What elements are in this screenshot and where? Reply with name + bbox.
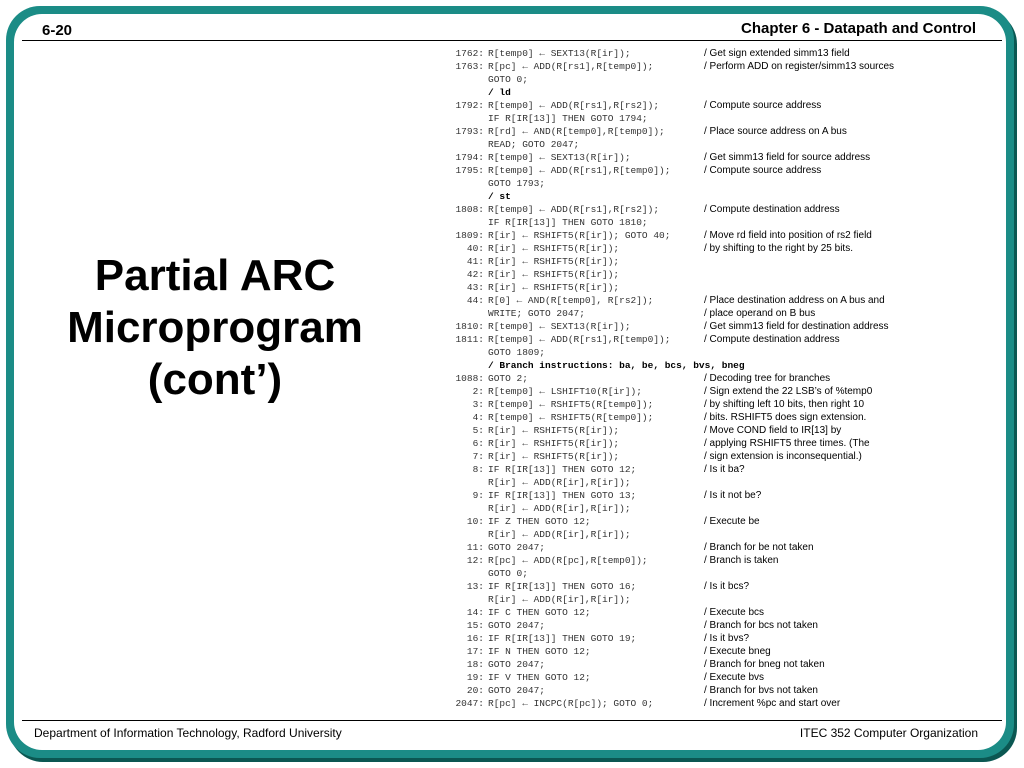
listing-row [440, 502, 1000, 515]
microinstruction-comment: / Move COND field to IR[13] by [704, 425, 842, 436]
microinstruction-code: R[ir] ← RSHIFT5(R[ir]); [488, 269, 620, 280]
microinstruction-address: 19: [466, 672, 484, 683]
microinstruction-comment: / Move rd field into position of rs2 field [704, 230, 872, 241]
microinstruction-comment: / Compute destination address [704, 334, 840, 345]
microinstruction-code: IF C THEN GOTO 12; [488, 607, 591, 618]
microinstruction-code: GOTO 2047; [488, 685, 546, 696]
microinstruction-code: GOTO 2047; [488, 620, 546, 631]
microinstruction-code: IF Z THEN GOTO 12; [488, 516, 591, 527]
microinstruction-address: 2: [472, 386, 484, 397]
microinstruction-address: 1808: [455, 204, 484, 215]
microinstruction-code: GOTO 1809; [488, 347, 546, 358]
microinstruction-code: GOTO 0; [488, 568, 528, 579]
microinstruction-address: 1762: [455, 48, 484, 59]
microinstruction-address: 1794: [455, 152, 484, 163]
listing-row [440, 99, 1000, 112]
microinstruction-code: R[ir] ← RSHIFT5(R[ir]); [488, 438, 620, 449]
microinstruction-address: 15: [466, 620, 484, 631]
microinstruction-address: 7: [472, 451, 484, 462]
listing-row [440, 294, 1000, 307]
listing-row [440, 281, 1000, 294]
microinstruction-comment: / Is it ba? [704, 464, 745, 475]
microinstruction-code: IF R[IR[13]] THEN GOTO 19; [488, 633, 637, 644]
microinstruction-comment: / Branch for bneg not taken [704, 659, 825, 670]
listing-row [440, 125, 1000, 138]
microinstruction-code: IF N THEN GOTO 12; [488, 646, 591, 657]
listing-row [440, 346, 1000, 359]
listing-row [440, 593, 1000, 606]
microinstruction-address: 4: [472, 412, 484, 423]
microinstruction-comment: / Compute destination address [704, 204, 840, 215]
listing-row [440, 307, 1000, 320]
listing-row [440, 333, 1000, 346]
microinstruction-code: R[temp0] ← RSHIFT5(R[temp0]); [488, 399, 654, 410]
microinstruction-address: 17: [466, 646, 484, 657]
microinstruction-code: R[temp0] ← SEXT13(R[ir]); [488, 152, 631, 163]
microinstruction-code: R[temp0] ← ADD(R[rs1],R[rs2]); [488, 100, 660, 111]
microinstruction-address: 1792: [455, 100, 484, 111]
microinstruction-code: GOTO 2047; [488, 542, 546, 553]
listing-row [440, 489, 1000, 502]
microinstruction-address: 41: [466, 256, 484, 267]
microinstruction-code: IF R[IR[13]] THEN GOTO 16; [488, 581, 637, 592]
microinstruction-code: R[pc] ← ADD(R[rs1],R[temp0]); [488, 61, 654, 72]
slide-title: Partial ARC Microprogram (cont’) [67, 251, 363, 404]
microinstruction-comment: / Get simm13 field for source address [704, 152, 871, 163]
microinstruction-address: 8: [472, 464, 484, 475]
microinstruction-address: 20: [466, 685, 484, 696]
microinstruction-code: R[pc] ← INCPC(R[pc]); GOTO 0; [488, 698, 654, 709]
listing-row [440, 645, 1000, 658]
microinstruction-comment: / Branch for be not taken [704, 542, 814, 553]
listing-row [440, 255, 1000, 268]
listing-row [440, 60, 1000, 73]
microprogram-listing [440, 47, 1000, 710]
footer-course: ITEC 352 Computer Organization [799, 726, 978, 740]
microinstruction-code: R[ir] ← RSHIFT5(R[ir]); [488, 243, 620, 254]
listing-row [440, 619, 1000, 632]
microinstruction-address: 1810: [455, 321, 484, 332]
microinstruction-comment: / Execute bneg [704, 646, 771, 657]
microinstruction-code: R[ir] ← RSHIFT5(R[ir]); [488, 256, 620, 267]
microinstruction-code: GOTO 2; [488, 373, 528, 384]
microinstruction-code: R[temp0] ← ADD(R[rs1],R[temp0]); [488, 334, 671, 345]
chapter-title: Chapter 6 - Datapath and Control [740, 20, 976, 37]
listing-row [440, 73, 1000, 86]
microinstruction-comment: / place operand on B bus [704, 308, 816, 319]
listing-row [440, 424, 1000, 437]
microinstruction-code: R[temp0] ← LSHIFT10(R[ir]); [488, 386, 642, 397]
microinstruction-comment: / Branch is taken [704, 555, 779, 566]
listing-row [440, 476, 1000, 489]
listing-row [440, 216, 1000, 229]
microinstruction-code: R[rd] ← AND(R[temp0],R[temp0]); [488, 126, 665, 137]
listing-row [440, 515, 1000, 528]
listing-row [440, 606, 1000, 619]
microinstruction-address: 1795: [455, 165, 484, 176]
listing-row [440, 658, 1000, 671]
microinstruction-code: R[pc] ← ADD(R[pc],R[temp0]); [488, 555, 648, 566]
microinstruction-comment: / Get simm13 field for destination address [704, 321, 889, 332]
listing-row [440, 437, 1000, 450]
footer-department: Department of Information Technology, Radford University [34, 726, 342, 740]
microinstruction-code: R[temp0] ← ADD(R[rs1],R[temp0]); [488, 165, 671, 176]
header-divider [22, 40, 1002, 41]
microinstruction-address: 1088: [455, 373, 484, 384]
microinstruction-code: GOTO 2047; [488, 659, 546, 670]
listing-row [440, 671, 1000, 684]
listing-row [440, 229, 1000, 242]
microinstruction-comment: / Sign extend the 22 LSB’s of %temp0 [704, 386, 873, 397]
microinstruction-address: 1793: [455, 126, 484, 137]
microinstruction-address: 6: [472, 438, 484, 449]
microinstruction-comment: / Decoding tree for branches [704, 373, 831, 384]
microinstruction-code: IF R[IR[13]] THEN GOTO 1794; [488, 113, 648, 124]
microinstruction-address: 12: [466, 555, 484, 566]
microinstruction-address: 1763: [455, 61, 484, 72]
listing-row [440, 411, 1000, 424]
microinstruction-code: READ; GOTO 2047; [488, 139, 580, 150]
microinstruction-comment: / Compute source address [704, 165, 822, 176]
microinstruction-address: 5: [472, 425, 484, 436]
listing-row [440, 528, 1000, 541]
section-heading: / Branch instructions: ba, be, bcs, bvs, bneg [488, 360, 745, 371]
microinstruction-code: R[0] ← AND(R[temp0], R[rs2]); [488, 295, 654, 306]
listing-row [440, 164, 1000, 177]
microinstruction-address: 40: [466, 243, 484, 254]
microinstruction-code: R[temp0] ← SEXT13(R[ir]); [488, 48, 631, 59]
microinstruction-address: 10: [466, 516, 484, 527]
microinstruction-comment: / Execute be [704, 516, 760, 527]
listing-row [440, 398, 1000, 411]
listing-row [440, 47, 1000, 60]
microinstruction-address: 43: [466, 282, 484, 293]
microinstruction-comment: / Compute source address [704, 100, 822, 111]
listing-row [440, 450, 1000, 463]
microinstruction-address: 18: [466, 659, 484, 670]
microinstruction-comment: / applying RSHIFT5 three times. (The [704, 438, 870, 449]
microinstruction-address: 16: [466, 633, 484, 644]
microinstruction-address: 13: [466, 581, 484, 592]
microinstruction-code: R[ir] ← ADD(R[ir],R[ir]); [488, 529, 631, 540]
listing-row [440, 177, 1000, 190]
listing-row [440, 138, 1000, 151]
microinstruction-code: R[ir] ← RSHIFT5(R[ir]); [488, 451, 620, 462]
microinstruction-comment: / Execute bvs [704, 672, 765, 683]
listing-row [440, 580, 1000, 593]
microinstruction-address: 42: [466, 269, 484, 280]
microinstruction-code: R[ir] ← RSHIFT5(R[ir]); [488, 425, 620, 436]
listing-row [440, 567, 1000, 580]
listing-row [440, 697, 1000, 710]
microinstruction-code: GOTO 1793; [488, 178, 546, 189]
listing-row [440, 385, 1000, 398]
microinstruction-comment: / Place destination address on A bus and [704, 295, 885, 306]
microinstruction-comment: / Get sign extended simm13 field [704, 48, 850, 59]
listing-row [440, 268, 1000, 281]
microinstruction-comment: / Place source address on A bus [704, 126, 847, 137]
listing-row [440, 554, 1000, 567]
listing-row [440, 86, 1000, 99]
microinstruction-code: R[ir] ← ADD(R[ir],R[ir]); [488, 477, 631, 488]
microinstruction-code: R[temp0] ← RSHIFT5(R[temp0]); [488, 412, 654, 423]
microinstruction-code: R[ir] ← RSHIFT5(R[ir]); GOTO 40; [488, 230, 671, 241]
listing-row [440, 190, 1000, 203]
microinstruction-comment: / bits. RSHIFT5 does sign extension. [704, 412, 867, 423]
microinstruction-address: 3: [472, 399, 484, 410]
listing-row [440, 632, 1000, 645]
microinstruction-code: R[ir] ← ADD(R[ir],R[ir]); [488, 594, 631, 605]
microinstruction-code: R[ir] ← ADD(R[ir],R[ir]); [488, 503, 631, 514]
listing-row [440, 151, 1000, 164]
microinstruction-code: IF R[IR[13]] THEN GOTO 13; [488, 490, 637, 501]
microinstruction-code: GOTO 0; [488, 74, 528, 85]
microinstruction-comment: / Branch for bvs not taken [704, 685, 818, 696]
microinstruction-address: 11: [466, 542, 484, 553]
footer-divider [22, 720, 1002, 721]
microinstruction-comment: / Branch for bcs not taken [704, 620, 818, 631]
microinstruction-address: 14: [466, 607, 484, 618]
microinstruction-comment: / by shifting left 10 bits, then right 10 [704, 399, 865, 410]
slide-number: 6-20 [42, 22, 73, 39]
microinstruction-code: R[ir] ← RSHIFT5(R[ir]); [488, 282, 620, 293]
microinstruction-code: R[temp0] ← SEXT13(R[ir]); [488, 321, 631, 332]
microinstruction-address: 1811: [455, 334, 484, 345]
listing-row [440, 541, 1000, 554]
microinstruction-address: 1809: [455, 230, 484, 241]
microinstruction-code: WRITE; GOTO 2047; [488, 308, 585, 319]
microinstruction-comment: / by shifting to the right by 25 bits. [704, 243, 853, 254]
microinstruction-address: 44: [466, 295, 484, 306]
listing-row [440, 463, 1000, 476]
microinstruction-comment: / Perform ADD on register/simm13 sources [704, 61, 895, 72]
microinstruction-code: IF V THEN GOTO 12; [488, 672, 591, 683]
microinstruction-code: R[temp0] ← ADD(R[rs1],R[rs2]); [488, 204, 660, 215]
microinstruction-comment: / sign extension is inconsequential.) [704, 451, 862, 462]
microinstruction-address: 2047: [455, 698, 484, 709]
listing-row [440, 242, 1000, 255]
microinstruction-code: IF R[IR[13]] THEN GOTO 1810; [488, 217, 648, 228]
listing-row [440, 372, 1000, 385]
microinstruction-comment: / Increment %pc and start over [704, 698, 841, 709]
microinstruction-comment: / Is it bcs? [704, 581, 750, 592]
microinstruction-comment: / Execute bcs [704, 607, 765, 618]
listing-row [440, 320, 1000, 333]
listing-row [440, 112, 1000, 125]
microinstruction-code: IF R[IR[13]] THEN GOTO 12; [488, 464, 637, 475]
listing-row [440, 359, 1000, 372]
listing-row [440, 684, 1000, 697]
microinstruction-comment: / Is it bvs? [704, 633, 750, 644]
section-heading: / ld [488, 87, 511, 98]
listing-row [440, 203, 1000, 216]
section-heading: / st [488, 191, 511, 202]
microinstruction-comment: / Is it not be? [704, 490, 762, 501]
microinstruction-address: 9: [472, 490, 484, 501]
